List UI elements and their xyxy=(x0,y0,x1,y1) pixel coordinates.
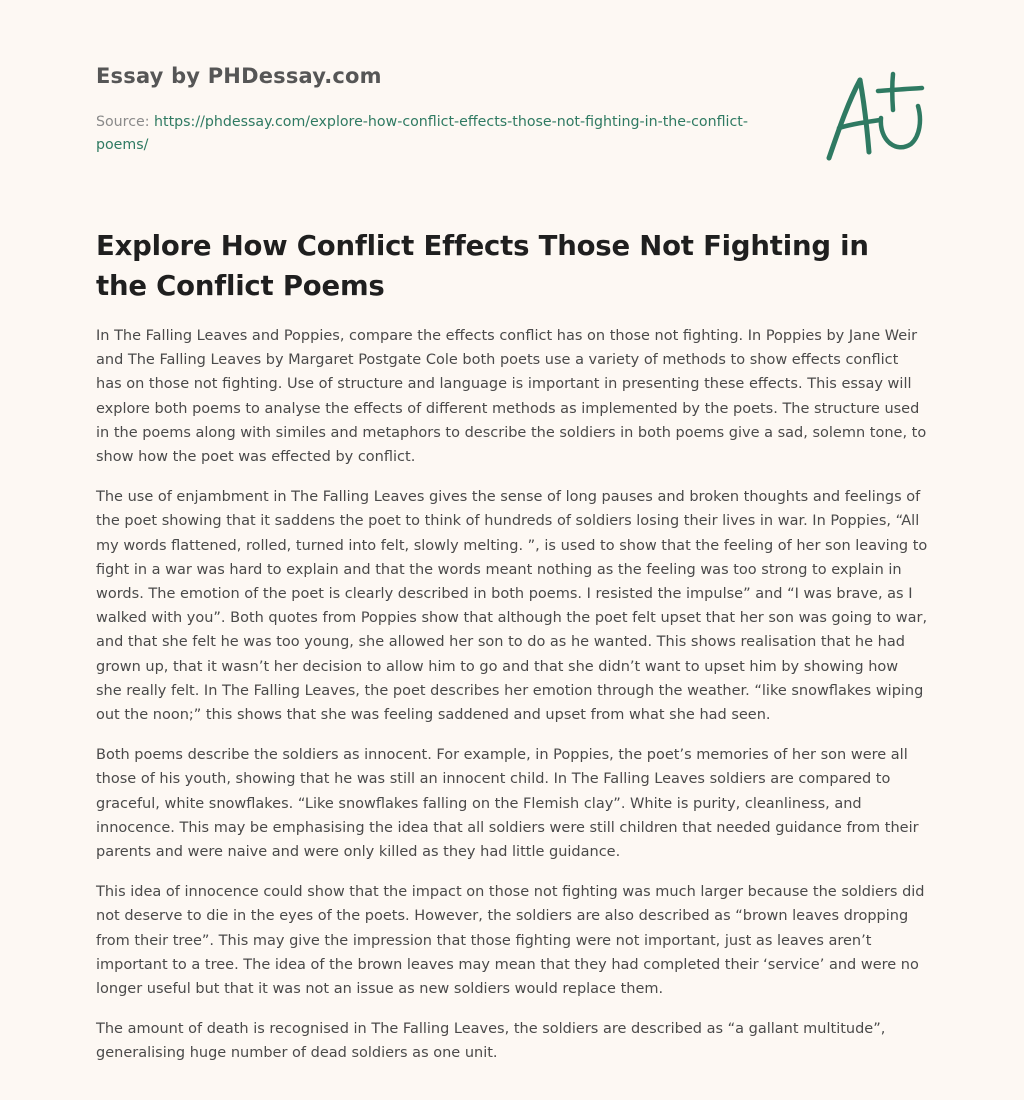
source-link[interactable]: https://phdessay.com/explore-how-conflict-effects-those-not-fighting-in-the-conflict-poems/ xyxy=(96,114,748,153)
essay-paragraph: Both poems describe the soldiers as innocent. For example, in Poppies, the poet’s memories of her son were all those of his youth, showing that he was still an innocent child. In The Falling Leaves soldiers are compared to graceful, white snowflakes. “Like snowflakes falling on the Flemish clay”. White is purity, cleanliness, and innocence. This may be emphasising the idea that all soldiers were still children that needed guidance from their parents and were naive and were only killed as they had little guidance. xyxy=(96,747,919,861)
essay-title: Explore How Conflict Effects Those Not Fighting in the Conflict Poems xyxy=(96,230,869,302)
essay-paragraph: This idea of innocence could show that the impact on those not fighting was much larger because the soldiers did not deserve to die in the eyes of the poets. However, the soldiers are also described as “brown leaves dropping from their tree”. This may give the impression that those fighting were not important, just as leaves aren’t important to a tree. The idea of the brown leaves may mean that they had completed their ‘service’ and were no longer useful but that it was not an issue as new soldiers would replace them. xyxy=(96,884,925,998)
site-title: Essay by PHDessay.com xyxy=(96,64,382,88)
essay-body xyxy=(96,324,928,1082)
source-label: Source: xyxy=(96,114,150,130)
source-line xyxy=(96,111,756,157)
a-plus-logo-icon xyxy=(822,70,928,164)
essay-paragraph: The use of enjambment in The Falling Leaves gives the sense of long pauses and broken thoughts and feelings of the poet showing that it saddens the poet to think of hundreds of soldiers losing their lives in war. In Poppies, “All my words flattened, rolled, turned into felt, slowly melting. ”, is used to show that the feeling of her son leaving to fight in a war was hard to explain and that the words meant nothing as the feeling was too strong to explain in words. The emotion of the poet is clearly described in both poems. I resisted the impulse” and “I was brave, as I walked with you”. Both quotes from Poppies show that although the poet felt upset that her son was going to war, and that she felt he was too young, she allowed her son to do as he wanted. This shows realisation that he had grown up, that it wasn’t her decision to allow him to go and that she didn’t want to upset him by showing how she really felt. In The Falling Leaves, the poet describes her emotion through the weather. “like snowflakes wiping out the noon;” this shows that she was feeling saddened and upset from what she had seen. xyxy=(96,489,928,724)
essay-paragraph: The amount of death is recognised in The Falling Leaves, the soldiers are described as “a gallant multitude”, generalising huge number of dead soldiers as one unit. xyxy=(96,1021,886,1062)
essay-paragraph: In The Falling Leaves and Poppies, compare the effects conflict has on those not fighting. In Poppies by Jane Weir and The Falling Leaves by Margaret Postgate Cole both poets use a variety of methods to show effects conflict has on those not fighting. Use of structure and language is important in presenting these effects. This essay will explore both poems to analyse the effects of different methods as implemented by the poets. The structure used in the poems along with similes and metaphors to describe the soldiers in both poems give a sad, solemn tone, to show how the poet was effected by conflict. xyxy=(96,328,927,466)
